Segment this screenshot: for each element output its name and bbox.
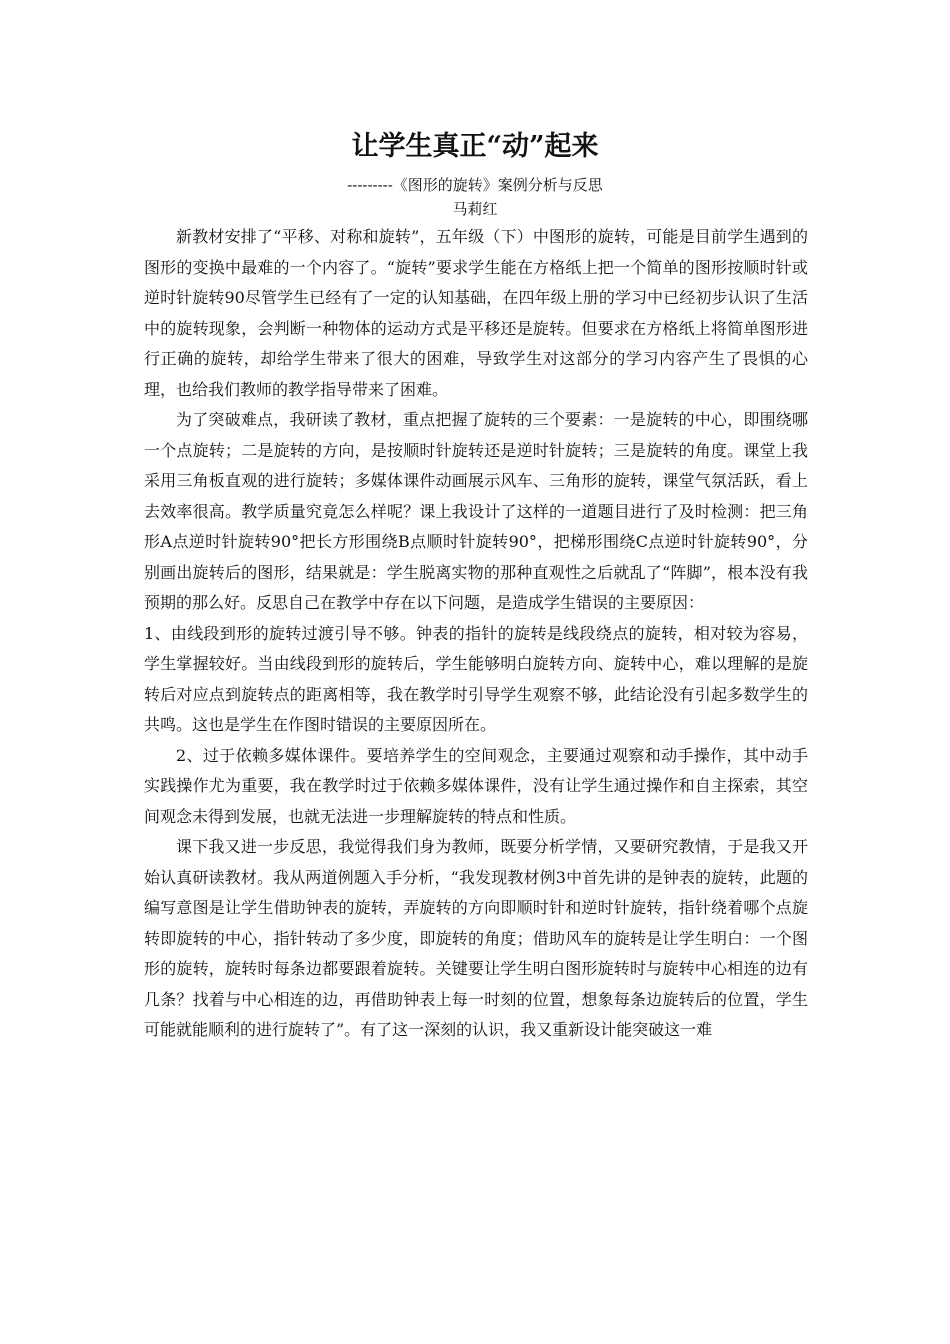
paragraph-problem-2: 2、过于依赖多媒体课件。要培养学生的空间观念，主要通过观察和动手操作，其中动手实践操作尤为重要，我在教学时过于依赖多媒体课件，没有让学生通过操作和自主探索，其空间观念未得到发展，也就无法进一步理解旋转的特点和性质。	[144, 745, 808, 826]
document-author: 马莉红	[452, 200, 498, 218]
paragraph-difficulty: 为了突破难点，我研读了教材，重点把握了旋转的三个要素：一是旋转的中心，即围绕哪一个点旋转；二是旋转的方向，是按顺时针旋转还是逆时针旋转；三是旋转的角度。课堂上我采用三角板直观的进行旋转；多媒体课件动画展示风车、三角形的旋转，课堂气氛活跃，看上去效率很高。教学质量究竟怎么样呢？课上我设计了这样的一道题目进行了及时检测：把三角形A点逆时针旋转90°把长方形围绕B点顺时针旋转90°，把梯形围绕C点逆时针旋转90°，分别画出旋转后的图形，结果就是：学生脱离实物的那种直观性之后就乱了“阵脚”，根本没有我预期的那么好。反思自己在教学中存在以下问题，是造成学生错误的主要原因：	[144, 410, 808, 612]
document-title: 让学生真正“动”起来	[351, 131, 599, 162]
paragraph-intro: 新教材安排了“平移、对称和旋转”，五年级（下）中图形的旋转，可能是目前学生遇到的图形的变换中最难的一个内容了。“旋转”要求学生能在方格纸上把一个简单的图形按顺时针或逆时针旋转90尽管学生已经有了一定的认知基础，在四年级上册的学习中已经初步认识了生活中的旋转现象，会判断一种物体的运动方式是平移还是旋转。但要求在方格纸上将简单图形进行正确的旋转，却给学生带来了很大的困难，导致学生对这部分的学习内容产生了畏惧的心理，也给我们教师的教学指导带来了困难。	[144, 227, 808, 399]
paragraph-reflection: 课下我又进一步反思，我觉得我们身为教师，既要分析学情，又要研究教情，于是我又开始认真研读教材。我从两道例题入手分析，“我发现教材例3中首先讲的是钟表的旋转，此题的编写意图是让学生借助钟表的旋转，弄旋转的方向即顺时针和逆时针旋转，指针绕着哪个点旋转即旋转的中心，指针转动了多少度，即旋转的角度；借助风车的旋转是让学生明白：一个图形的旋转，旋转时每条边都要跟着旋转。关键要让学生明白图形旋转时与旋转中心相连的边有几条？找着与中心相连的边，再借助钟表上每一时刻的位置，想象每条边旋转后的位置，学生可能就能顺利的进行旋转了”。有了这一深刻的认识，我又重新设计能突破这一难	[144, 837, 808, 1039]
paragraph-problem-1: 1、由线段到形的旋转过渡引导不够。钟表的指针的旋转是线段绕点的旋转，相对较为容易，学生掌握较好。当由线段到形的旋转后，学生能够明白旋转方向、旋转中心，难以理解的是旋转后对应点到旋转点的距离相等，我在教学时引导学生观察不够，此结论没有引起多数学生的共鸣。这也是学生在作图时错误的主要原因所在。	[144, 623, 808, 734]
document-body	[144, 222, 808, 1046]
document-subtitle: ---------《图形的旋转》案例分析与反思	[347, 176, 603, 194]
